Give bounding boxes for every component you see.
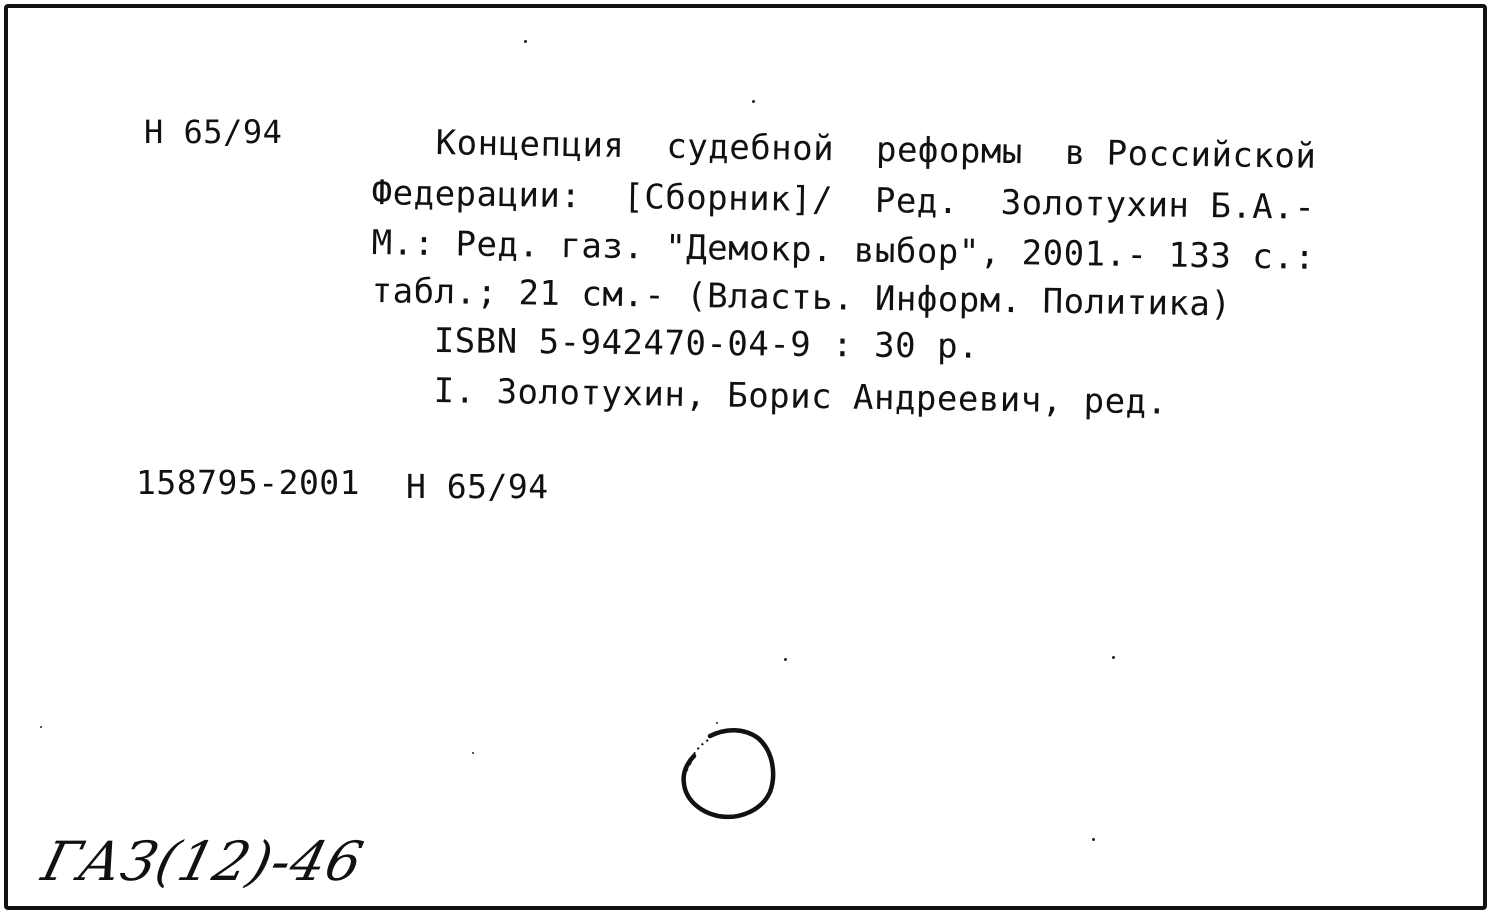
catalog-card xyxy=(4,4,1487,910)
added-entry-line: I. Золотухин, Борис Андреевич, ред. xyxy=(433,371,1168,423)
entry-imprint-line: М.: Ред. газ. "Демокр. выбор", 2001.- 133 с.: xyxy=(371,223,1316,278)
speck xyxy=(40,726,42,728)
entry-collation-line: табл.; 21 см.- (Власть. Информ. Политика) xyxy=(371,271,1232,325)
punch-hole-icon xyxy=(678,726,778,822)
speck xyxy=(716,722,718,724)
speck xyxy=(752,100,755,103)
accession-number: 158795-2001 xyxy=(136,463,361,502)
shelfmark-top: Н 65/94 xyxy=(144,113,283,151)
speck xyxy=(524,40,527,43)
speck xyxy=(1112,656,1115,659)
entry-title-line-1: Концепция судебной реформы в Российской xyxy=(435,123,1317,177)
entry-title-line-2: Федерации: [Сборник]/ Ред. Золотухин Б.А.- xyxy=(371,173,1316,228)
shelfmark-bottom: Н 65/94 xyxy=(406,467,549,506)
speck xyxy=(784,658,787,661)
speck xyxy=(472,752,474,754)
isbn-line: ISBN 5-942470-04-9 : 30 р. xyxy=(433,321,980,367)
handwritten-note: ГАЗ(12)-46 xyxy=(36,830,370,893)
speck xyxy=(1092,838,1095,841)
